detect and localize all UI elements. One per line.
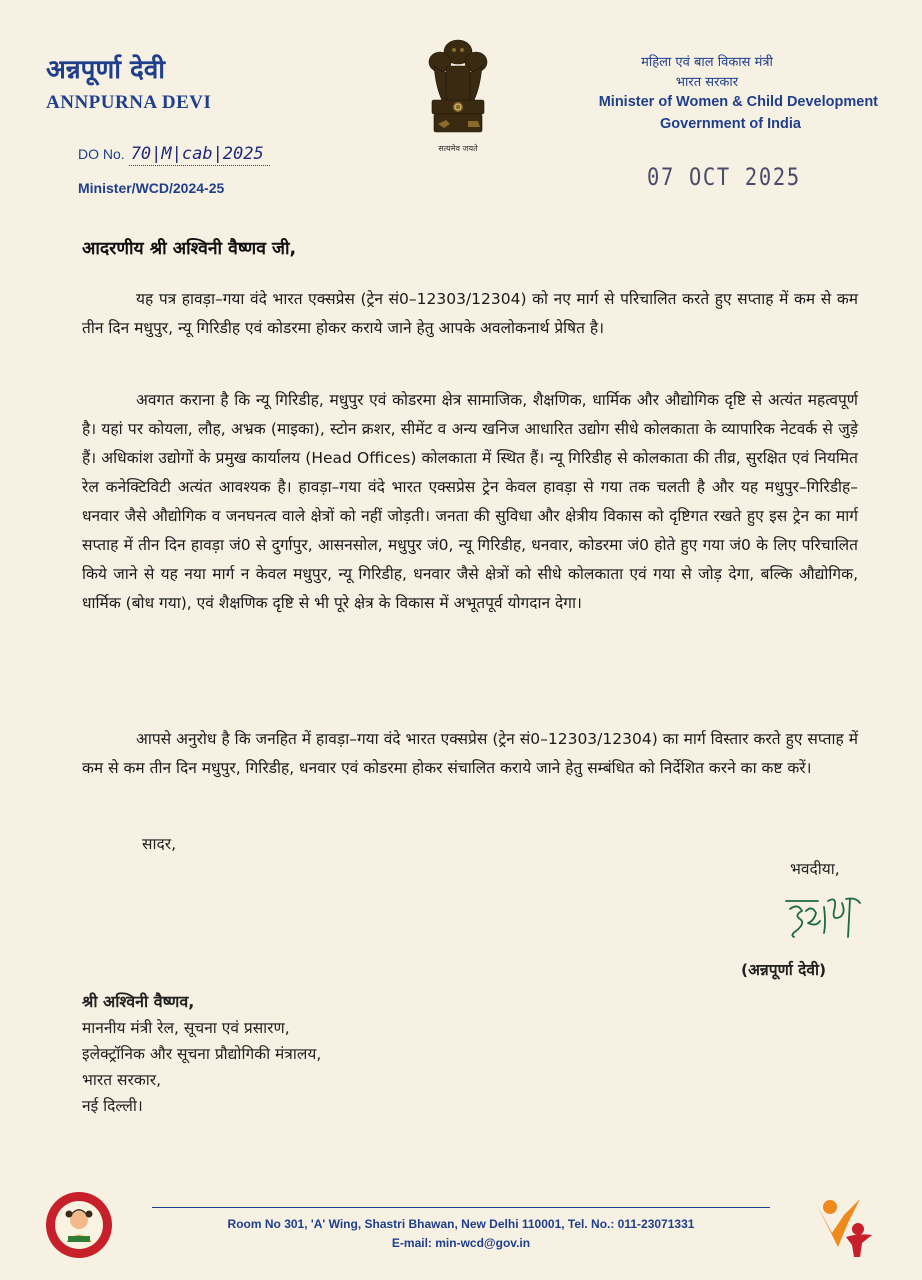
do-number-handwritten: 70|M|cab|2025 [129,144,270,166]
signer-name: (अन्नपूर्णा देवी) [741,961,827,979]
government-english: Government of India [660,116,801,132]
emblem-motto: सत्यमेव जयते [438,144,478,153]
closing-regards: सादर, [142,835,176,853]
paragraph-3: आपसे अनुरोध है कि जनहित में हावड़ा–गया वंदे भारत एक्सप्रेस (ट्रेन सं0–12303/12304) का मार्ग विस्तार करते हुए सप्ताह में कम से कम तीन दिन मधुपुर, गिरिडीह, धनवार एवं कोडरमा होकर संचालित कराये जाने हेतु सम्बंधित को निर्देशित करने का कष्ट करें। [82,730,858,777]
do-number-row [78,144,270,166]
do-label: DO No. [78,146,125,162]
yours-faithfully: भवदीया, [790,860,840,878]
addressee-name: श्री अश्विनी वैष्णव, [82,992,195,1011]
addressee-line-1: माननीय मंत्री रेल, सूचना एवं प्रसारण, [82,1019,290,1037]
addressee-line-3: भारत सरकार, [82,1071,162,1089]
addressee-line-4: नई दिल्ली। [82,1097,143,1115]
paragraph-2: अवगत कराना है कि न्यू गिरिडीह, मधुपुर एवं कोडरमा क्षेत्र सामाजिक, शैक्षणिक, धार्मिक और औद्योगिक दृष्टि से अत्यंत महत्वपूर्ण है। यहां पर कोयला, लौह, अभ्रक (माइका), स्टोन क्रशर, सीमेंट व अन्य खनिज आधारित उद्योग सीधे कोलकाता के व्यापारिक नेटवर्क से जुड़े हैं। अधिकांश उद्योगों के प्रमुख कार्यालय (Head Offices) कोलकाता में स्थित हैं। न्यू गिरिडीह से कोलकाता की तीव्र, सुरक्षित एवं नियमित रेल कनेक्टिविटी अत्यंत आवश्यक है। हावड़ा–गया वंदे भारत एक्सप्रेस ट्रेन केवल हावड़ा से गया तक चलती है और यह मधुपुर–गिरिडीह–धनवार जैसे औद्योगिक व जनघनत्व वाले क्षेत्रों को नहीं जोड़ती। जनता की सुविधा और क्षेत्रीय विकास को दृष्टिगत रखते हुए इस ट्रेन का मार्ग सप्ताह में तीन दिन हावड़ा जं0 से दुर्गापुर, आसनसोल, मधुपुर जं0, न्यू गिरिडीह, धनवार, कोडरमा जं0 होते हुए गया जं0 के लिए परिचालित किये जाने से यह नया मार्ग न केवल मधुपुर, न्यू गिरिडीह, धनवार जैसे क्षेत्रों को सीधे कोलकाता एवं गया से जोड़ देगा, बल्कि औद्योगिक, धार्मिक (बोध गया), एवं शैक्षणिक दृष्टि से भी पूरे क्षेत्र के विकास में अभूतपूर्व योगदान देगा। [82,391,858,612]
icds-logo-icon [810,1193,880,1261]
reference-number: Minister/WCD/2024-25 [78,180,225,196]
salutation: आदरणीय श्री अश्विनी वैष्णव जी, [82,239,297,259]
addressee-line-2: इलेक्ट्रॉनिक और सूचना प्रौद्योगिकी मंत्रालय, [82,1045,322,1063]
date-stamp: 07 OCT 2025 [647,163,801,191]
government-hindi: भारत सरकार [675,75,739,90]
footer-email: E-mail: min-wcd@gov.in [391,1236,531,1250]
national-emblem-icon [418,36,498,142]
paragraph-1: यह पत्र हावड़ा–गया वंदे भारत एक्सप्रेस (ट्रेन सं0–12303/12304) को नए मार्ग से परिचालित करते हुए सप्ताह में कम से कम तीन दिन मधुपुर, न्यू गिरिडीह एवं कोडरमा होकर कराये जाने हेतु आपके अवलोकनार्थ प्रेषित है। [82,290,858,337]
minister-name-hindi: अन्नपूर्णा देवी [46,55,166,85]
minister-name-english: ANNPURNA DEVI [46,92,212,113]
ministry-title-english: Minister of Women & Child Development [598,94,878,110]
footer-divider [152,1207,770,1208]
ministry-title-hindi: महिला एवं बाल विकास मंत्री [641,55,773,70]
signature-icon [780,893,866,945]
footer-address: Room No 301, 'A' Wing, Shastri Bhawan, New Delhi 110001, Tel. No.: 011-23071331 [227,1217,695,1231]
